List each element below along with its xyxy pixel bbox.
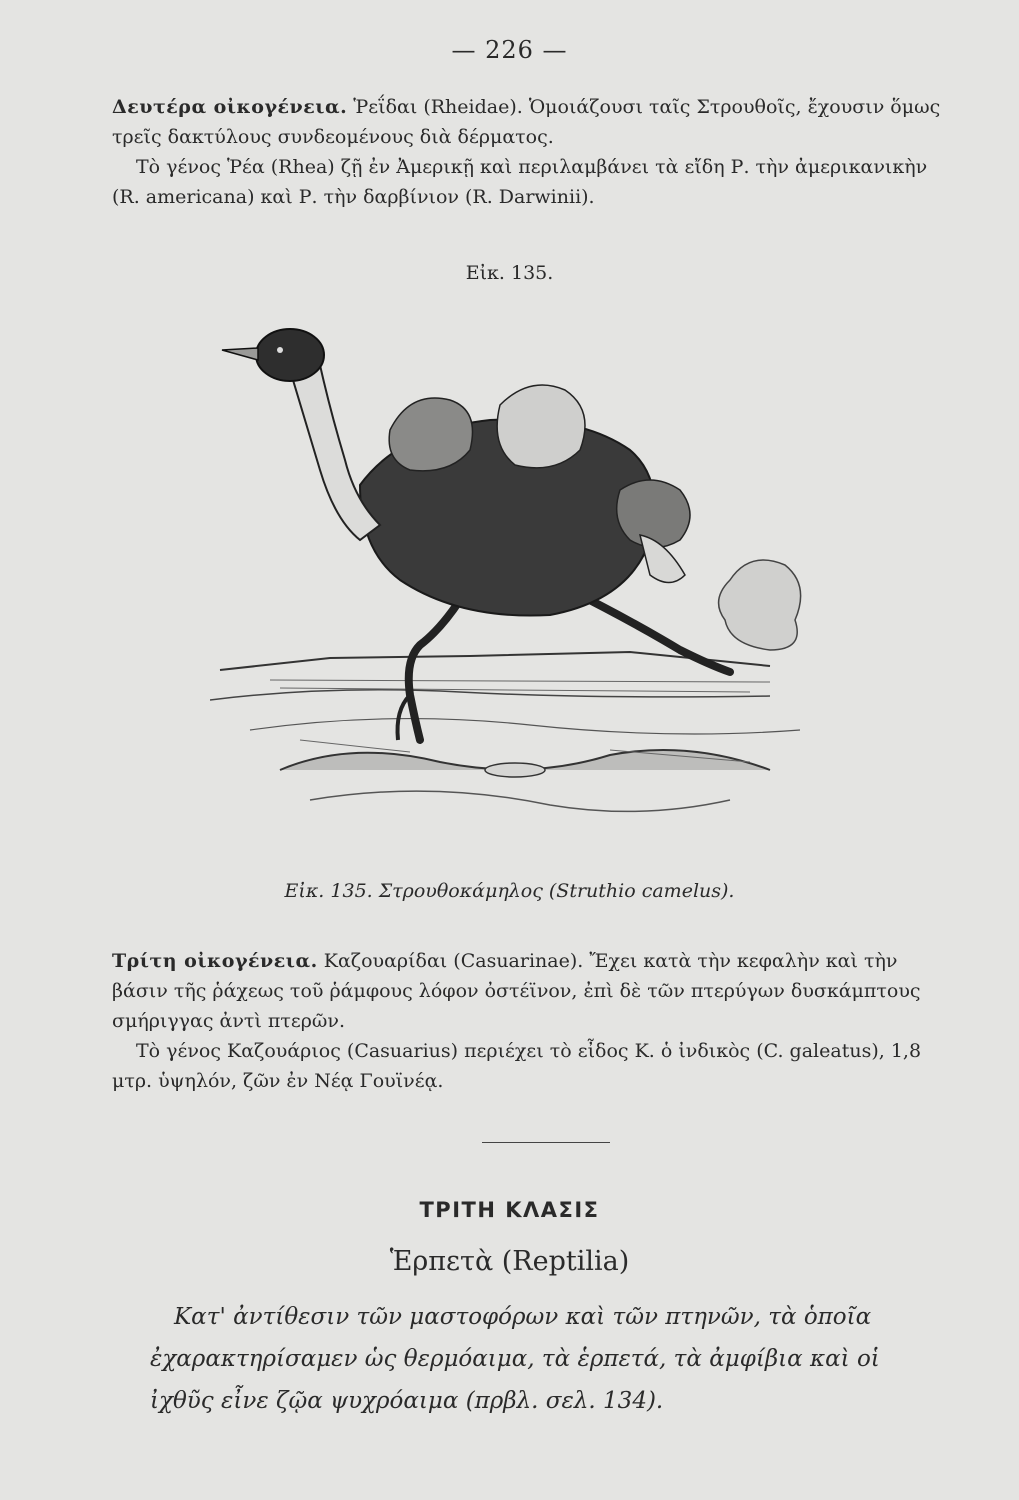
page-number: — 226 — — [451, 36, 568, 64]
section-rheidae-lead: Δευτέρα οἰκογένεια. — [112, 96, 348, 118]
section-casuarinae-lead: Τρίτη οἰκογένεια. — [112, 950, 318, 972]
class-heading: ΤΡΙΤΗ ΚΛΑΣΙΣ — [419, 1198, 600, 1222]
section-rheidae-text: Ῥεΐδαι (Rheidae). Ὁμοιάζουσι ταῖς Στρουθοῖς, ἔχουσιν ὅμως τρεῖς δακτύλους συνδεομένους διὰ δέρματος. — [112, 96, 941, 148]
figure-label: Εἰκ. 135. — [465, 262, 554, 284]
ostrich-engraving-icon — [210, 300, 810, 860]
class-subheading: Ἑρπετὰ (Reptilia) — [389, 1246, 630, 1277]
section-rheidae-genus: Τὸ γένος Ῥέα (Rhea) ζῇ ἐν Ἀμερικῇ καὶ περιλαμβάνει τὰ εἴδη Ρ. τὴν ἀμερικανικὴν (R. americana) καὶ Ρ. τὴν δαρβίνιον (R. Darwinii). — [112, 156, 928, 208]
section-casuarinae-text: Καζουαρίδαι (Casuarinae). Ἔχει κατὰ τὴν κεφαλὴν καὶ τὴν βάσιν τῆς ῥάχεως τοῦ ῥάμφους λόφον ὀστέϊνον, ἐπὶ δὲ τῶν πτερύγων δυσκάμπτους σμήριγγας ἀντὶ πτερῶν. — [112, 950, 921, 1032]
section-divider — [482, 1142, 610, 1143]
class-intro: Κατ' ἀντίθεσιν τῶν μαστοφόρων καὶ τῶν πτηνῶν, τὰ ὁποῖα ἐχαρακτηρίσαμεν ὡς θερμόαιμα, τὰ ἑρπετά, τὰ ἀμφίβια καὶ οἱ ἰχθῦς εἶνε ζῷα ψυχρόαιμα (πρβλ. σελ. 134). — [150, 1304, 880, 1414]
section-casuarinae — [112, 946, 952, 1096]
ostrich-illustration — [210, 300, 810, 860]
figure-caption: Εἰκ. 135. Στρουθοκάμηλος (Struthio camelus). — [284, 880, 735, 902]
section-casuarinae-genus: Τὸ γένος Καζουάριος (Casuarius) περιέχει τὸ εἶδος Κ. ὁ ἰνδικὸς (C. galeatus), 1,8 μτρ. ὑψηλόν, ζῶν ἐν Νέᾳ Γουϊνέᾳ. — [112, 1040, 922, 1092]
section-rheidae — [112, 92, 952, 212]
